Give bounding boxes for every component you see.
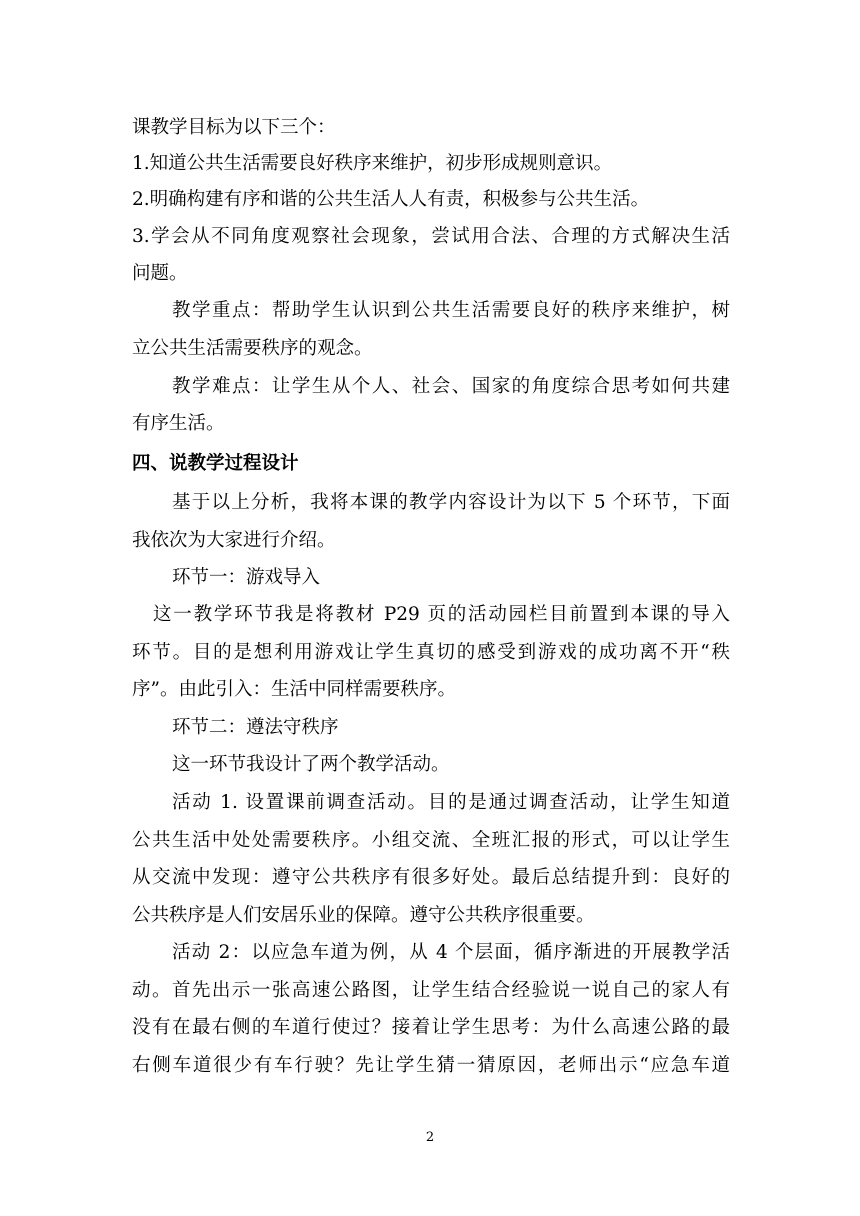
text-line: 没有在最右侧的车道行使过？接着让学生思考：为什么高速公路的最 bbox=[132, 1017, 730, 1038]
text-line: 环节。目的是想利用游戏让学生真切的感受到游戏的成功离不开“秩 bbox=[132, 642, 730, 663]
text-line: 课教学目标为以下三个： bbox=[132, 117, 336, 138]
paragraph-first-line: 这一教学环节我是将教材 P29 页的活动园栏目前置到本课的导入 bbox=[153, 604, 730, 625]
text-line: 有序生活。 bbox=[132, 413, 225, 434]
paragraph-first-line: 教学难点：让学生从个人、社会、国家的角度综合思考如何共建 bbox=[172, 376, 730, 397]
text-line: 序”。由此引入：生活中同样需要秩序。 bbox=[132, 679, 456, 700]
paragraph-first-line: 教学重点：帮助学生认识到公共生活需要良好的秩序来维护，树 bbox=[172, 300, 730, 321]
text-line: 3.学会从不同角度观察社会现象，尝试用合法、合理的方式解决生活 bbox=[132, 226, 730, 247]
text-line: 公共秩序是人们安居乐业的保障。遵守公共秩序很重要。 bbox=[132, 905, 595, 926]
text-line: 2.明确构建有序和谐的公共生活人人有责，积极参与公共生活。 bbox=[132, 189, 650, 210]
subsection-label: 环节一：游戏导入 bbox=[172, 567, 321, 588]
text-line: 从交流中发现：遵守公共秩序有很多好处。最后总结提升到：良好的 bbox=[132, 867, 730, 888]
text-line: 公共生活中处处需要秩序。小组交流、全班汇报的形式，可以让学生 bbox=[132, 830, 730, 851]
paragraph-first-line: 基于以上分析，我将本课的教学内容设计为以下 5 个环节，下面 bbox=[172, 492, 730, 513]
text-line: 我依次为大家进行介绍。 bbox=[132, 530, 336, 551]
text-line: 问题。 bbox=[132, 263, 188, 284]
paragraph-first-line: 活动 2：以应急车道为例，从 4 个层面，循序渐进的开展教学活 bbox=[172, 942, 730, 963]
subsection-label: 环节二：遵法守秩序 bbox=[172, 717, 339, 738]
paragraph-first-line: 这一环节我设计了两个教学活动。 bbox=[172, 754, 450, 775]
text-line: 1.知道公共生活需要良好秩序来维护，初步形成规则意识。 bbox=[132, 153, 613, 174]
paragraph-first-line: 活动 1. 设置课前调查活动。目的是通过调查活动，让学生知道 bbox=[172, 792, 730, 813]
section-heading: 四、说教学过程设计 bbox=[132, 453, 299, 474]
text-line: 动。首先出示一张高速公路图，让学生结合经验说一说自己的家人有 bbox=[132, 980, 730, 1001]
text-line: 立公共生活需要秩序的观念。 bbox=[132, 338, 373, 359]
page-number: 2 bbox=[425, 1130, 435, 1145]
text-line: 右侧车道很少有车行驶？先让学生猜一猜原因，老师出示“应急车道 bbox=[132, 1055, 730, 1076]
